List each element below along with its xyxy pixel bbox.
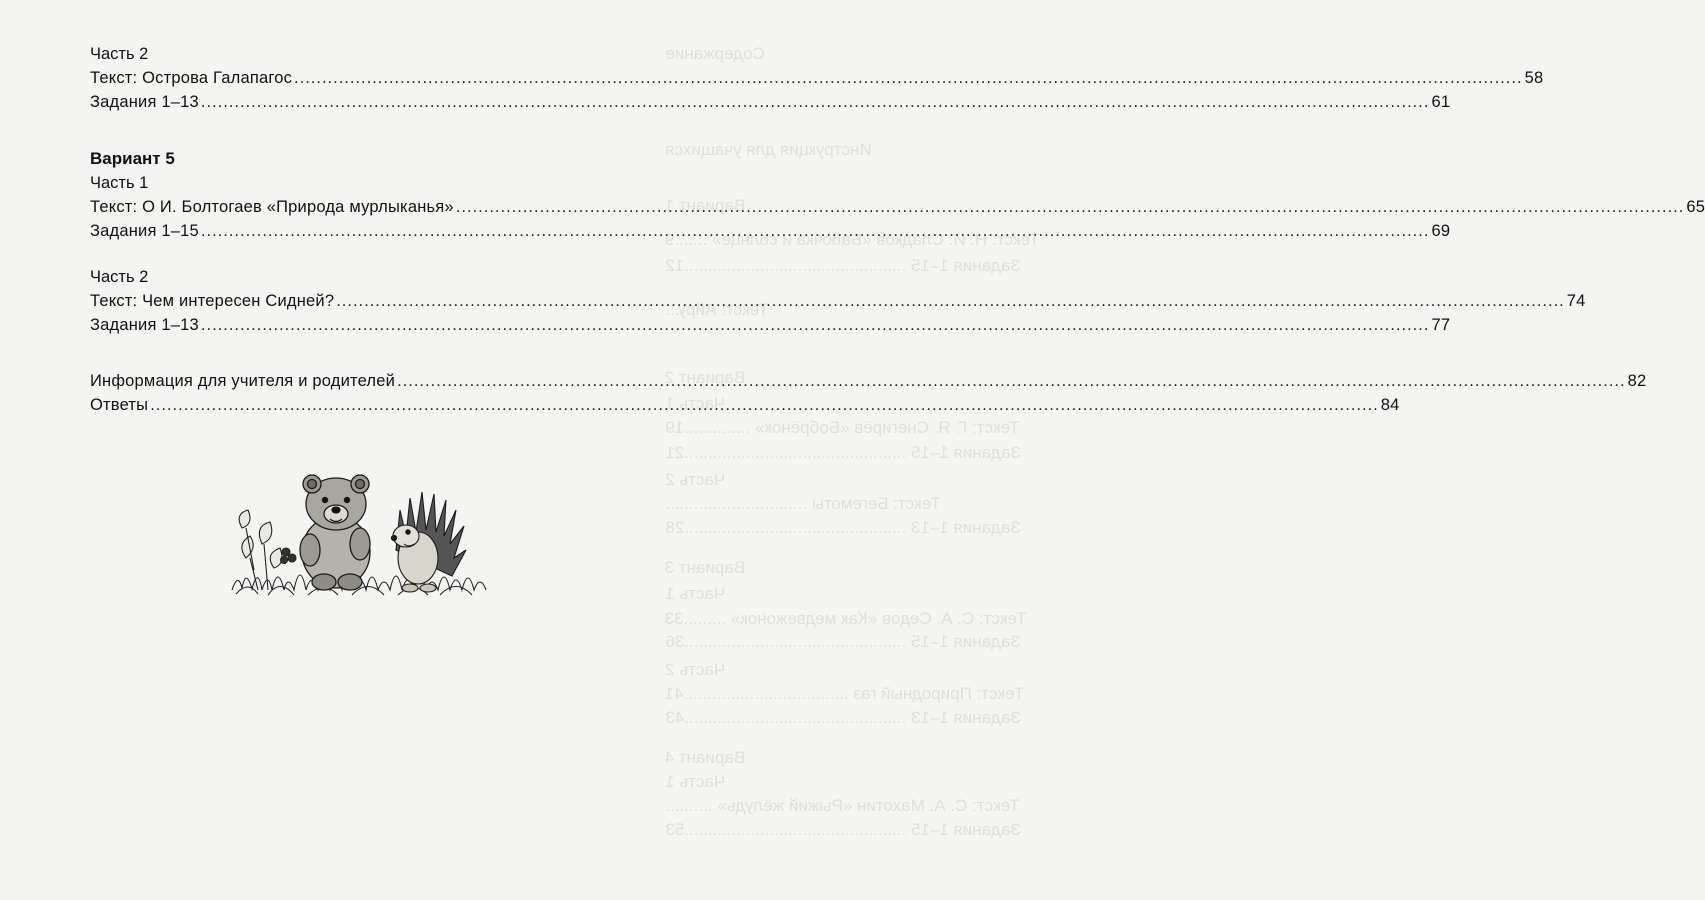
- bleed-line: Задания 1–13 ...............................................43: [665, 708, 1021, 727]
- bleed-line: Вариант 1: [665, 196, 746, 215]
- bleed-line: Текст: Бегемоты ..............................: [665, 494, 941, 513]
- part-heading: Часть 2: [90, 45, 149, 63]
- toc-entry: [90, 90, 1451, 114]
- dot-leader: [397, 369, 1626, 393]
- spacer: [90, 243, 634, 265]
- bleed-line: Часть 1: [665, 772, 726, 791]
- toc-entry-page: 65: [1686, 198, 1705, 216]
- toc-entry-page: 82: [1627, 372, 1647, 390]
- toc-entry-page: 58: [1524, 69, 1544, 87]
- toc-entry-page: 84: [1380, 396, 1400, 414]
- toc-entry: [90, 66, 1544, 90]
- bleed-line: Часть 2: [665, 470, 726, 489]
- bleed-line: Задания 1–15 ...............................................21: [665, 443, 1021, 462]
- toc-entry-title: Задания 1–13: [90, 93, 199, 111]
- toc-entry-title: Текст: Чем интересен Сидней?: [90, 292, 335, 310]
- bleed-line: Вариант 3: [665, 558, 746, 577]
- dot-leader: [150, 393, 1379, 417]
- bleed-line: Текст: С. А. Махотин «Рыжий жёлудь» ..........: [665, 796, 1020, 815]
- toc-entry-title: Информация для учителя и родителей: [90, 372, 396, 390]
- toc-entry-page: 69: [1431, 222, 1451, 240]
- part-heading: Часть 1: [90, 174, 149, 192]
- toc-entry: [90, 313, 1451, 337]
- bleed-line: Содержание: [665, 44, 765, 63]
- dot-leader: [336, 289, 1565, 313]
- bleed-line: Задания 1–13 ...............................................28: [665, 518, 1021, 537]
- part-heading: Часть 2: [90, 268, 149, 286]
- bleed-line: Инструкция для учащихся: [665, 140, 872, 159]
- bleed-line: Задания 1–15 ...............................................53: [665, 820, 1021, 839]
- toc-entry-page: 77: [1431, 316, 1451, 334]
- dot-leader: [456, 195, 1685, 219]
- spacer: [90, 114, 634, 146]
- bleed-line: Текст: Н. И. Сладков «Бабочка и солнце» .......9: [665, 230, 1040, 249]
- bleed-line: Часть 2: [665, 660, 726, 679]
- toc-entry-title: Ответы: [90, 396, 149, 414]
- dot-leader: [294, 66, 1523, 90]
- dot-leader: [201, 313, 1430, 337]
- bleed-line: Вариант 4: [665, 748, 746, 767]
- toc-entry-page: 61: [1431, 93, 1451, 111]
- bleed-line: Текст: С. А. Седов «Как медвежонок» .........33: [665, 609, 1027, 628]
- hedgehog-icon: [391, 492, 466, 592]
- dot-leader: [201, 219, 1430, 243]
- bleed-line: Задания 1–15 ...............................................12: [665, 256, 1021, 275]
- variant-heading: Вариант 5: [90, 149, 175, 168]
- toc-entry-title: Задания 1–13: [90, 316, 199, 334]
- bear-cub-icon: [300, 475, 370, 590]
- bleed-line: Текст: Г. Я. Снегирёв «Бобрёнок» ..............19: [665, 418, 1020, 437]
- berry-bush-icon: [239, 510, 296, 590]
- toc-entry-title: Задания 1–15: [90, 222, 199, 240]
- bleed-line: Задания 1–15 ...............................................36: [665, 632, 1021, 651]
- dot-leader: [201, 90, 1430, 114]
- toc-entry-title: Текст: О И. Болтогаев «Природа мурлыканья»: [90, 198, 454, 216]
- toc-entry-page: 74: [1566, 292, 1586, 310]
- bleed-line: Вариант 2: [665, 368, 746, 387]
- spacer: [90, 337, 634, 369]
- bleed-line: Текст: Природный газ ...................................41: [665, 684, 1025, 703]
- bleed-line: Текст: Айру...: [665, 300, 769, 319]
- bleed-line: Часть 1: [665, 394, 726, 413]
- toc-entry-title: Текст: Острова Галапагос: [90, 69, 293, 87]
- illustration-bear-hedgehog: [228, 440, 490, 600]
- bleed-line: Часть 1: [665, 584, 726, 603]
